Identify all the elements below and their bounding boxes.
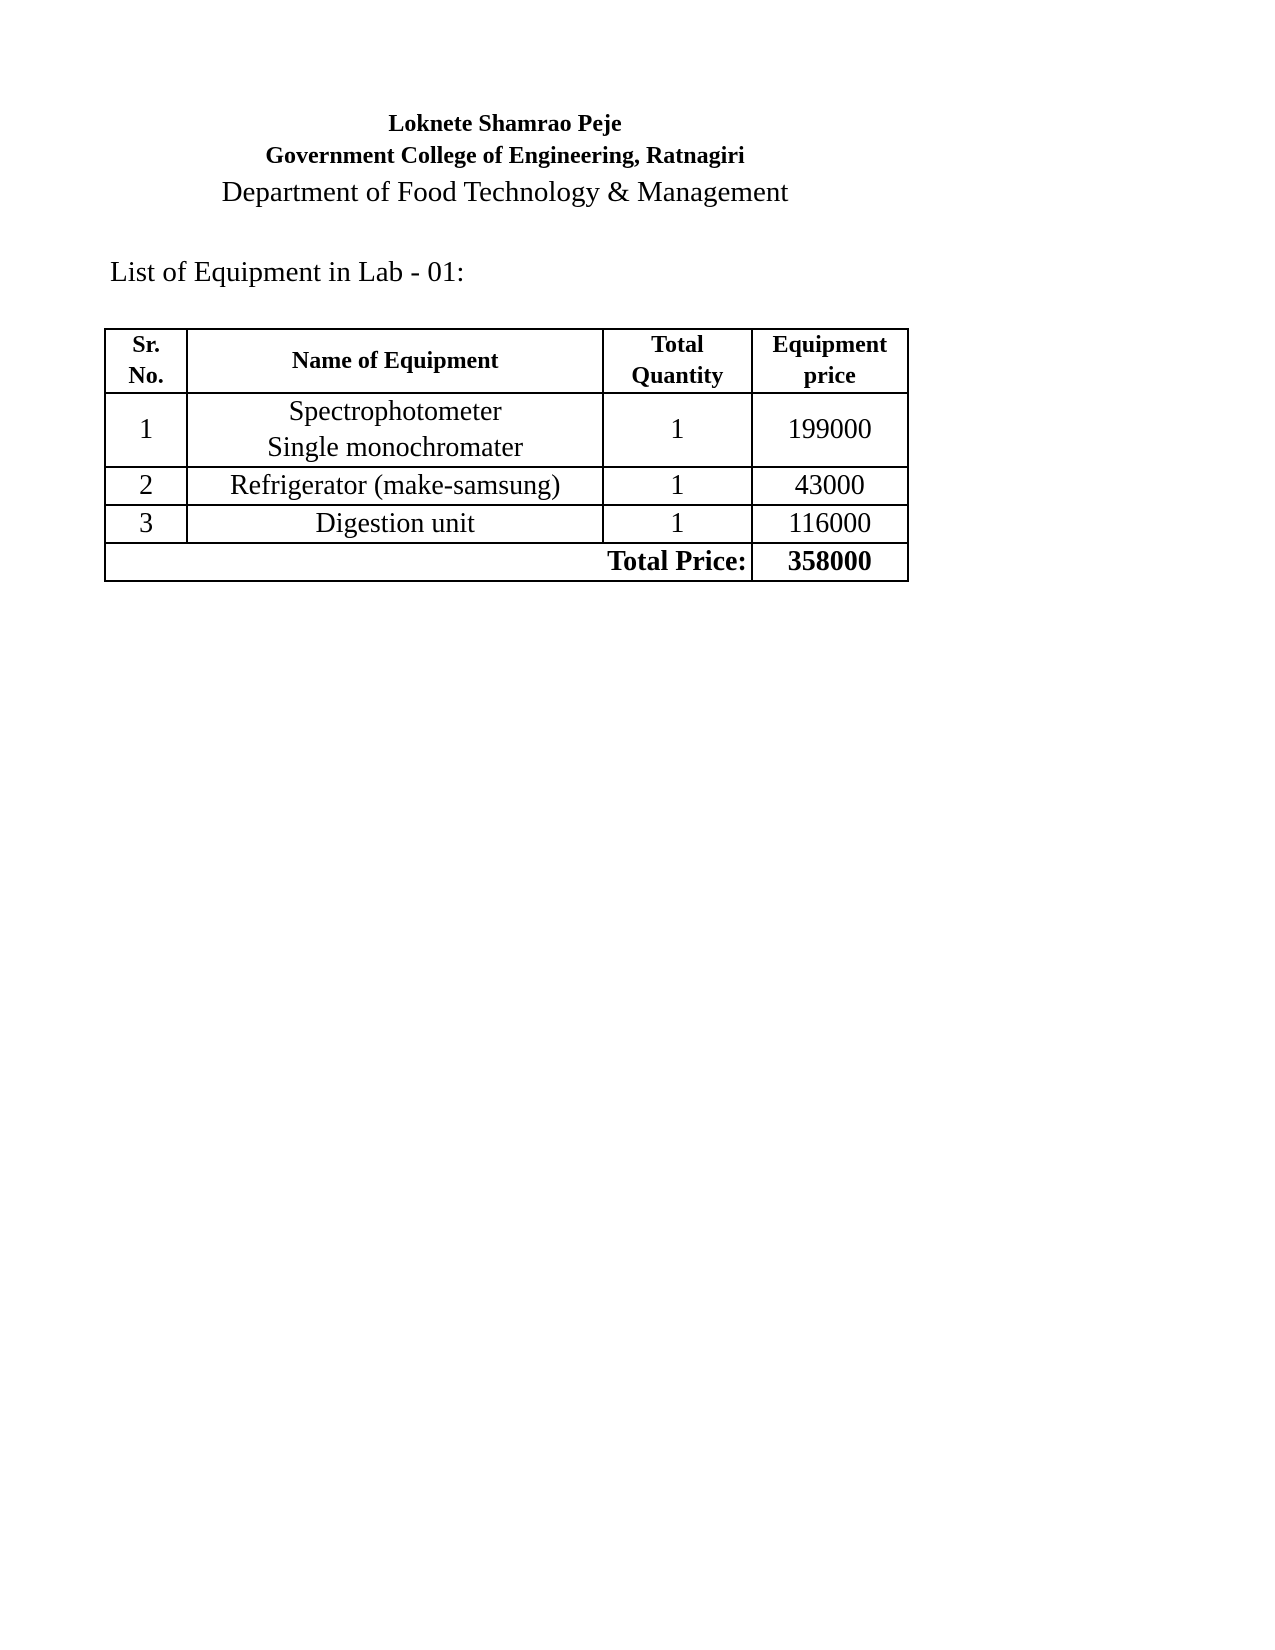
header-sr-line1: Sr. <box>132 332 160 358</box>
equipment-table <box>104 328 909 582</box>
total-price-label: Total Price: <box>603 543 751 581</box>
total-price-value: 358000 <box>752 543 908 581</box>
cell-sr-no: 3 <box>105 505 187 543</box>
equipment-name-line2: Single monochromater <box>267 432 524 463</box>
cell-price: 199000 <box>752 393 908 467</box>
list-title: List of Equipment in Lab - 01: <box>110 256 465 288</box>
cell-equipment-name: Digestion unit <box>187 505 603 543</box>
institution-name-line2: Government College of Engineering, Ratnagiri <box>265 143 745 169</box>
institution-name-line1: Loknete Shamrao Peje <box>388 111 622 137</box>
header-price-line2: price <box>803 363 856 389</box>
header-equipment-price <box>752 329 908 393</box>
table-row <box>105 505 908 543</box>
cell-price: 116000 <box>752 505 908 543</box>
department-name: Department of Food Technology & Management <box>221 176 789 208</box>
header-equipment-name: Name of Equipment <box>187 329 603 393</box>
header-qty-line2: Quantity <box>631 363 724 389</box>
header-price-line1: Equipment <box>772 332 888 358</box>
cell-price: 43000 <box>752 467 908 505</box>
cell-quantity: 1 <box>603 467 751 505</box>
cell-equipment-name <box>187 393 603 467</box>
table-header-row <box>105 329 908 393</box>
table-row <box>105 467 908 505</box>
cell-quantity: 1 <box>603 393 751 467</box>
document-header <box>100 108 910 210</box>
cell-sr-no: 1 <box>105 393 187 467</box>
equipment-name-line1: Spectrophotometer <box>288 396 502 427</box>
table-row <box>105 393 908 467</box>
header-sr-line2: No. <box>128 363 164 389</box>
cell-equipment-name: Refrigerator (make-samsung) <box>187 467 603 505</box>
cell-sr-no: 2 <box>105 467 187 505</box>
total-blank-cell <box>105 543 603 581</box>
header-qty-line1: Total <box>651 332 704 358</box>
header-total-quantity <box>603 329 751 393</box>
total-row <box>105 543 908 581</box>
header-sr-no <box>105 329 187 393</box>
cell-quantity: 1 <box>603 505 751 543</box>
